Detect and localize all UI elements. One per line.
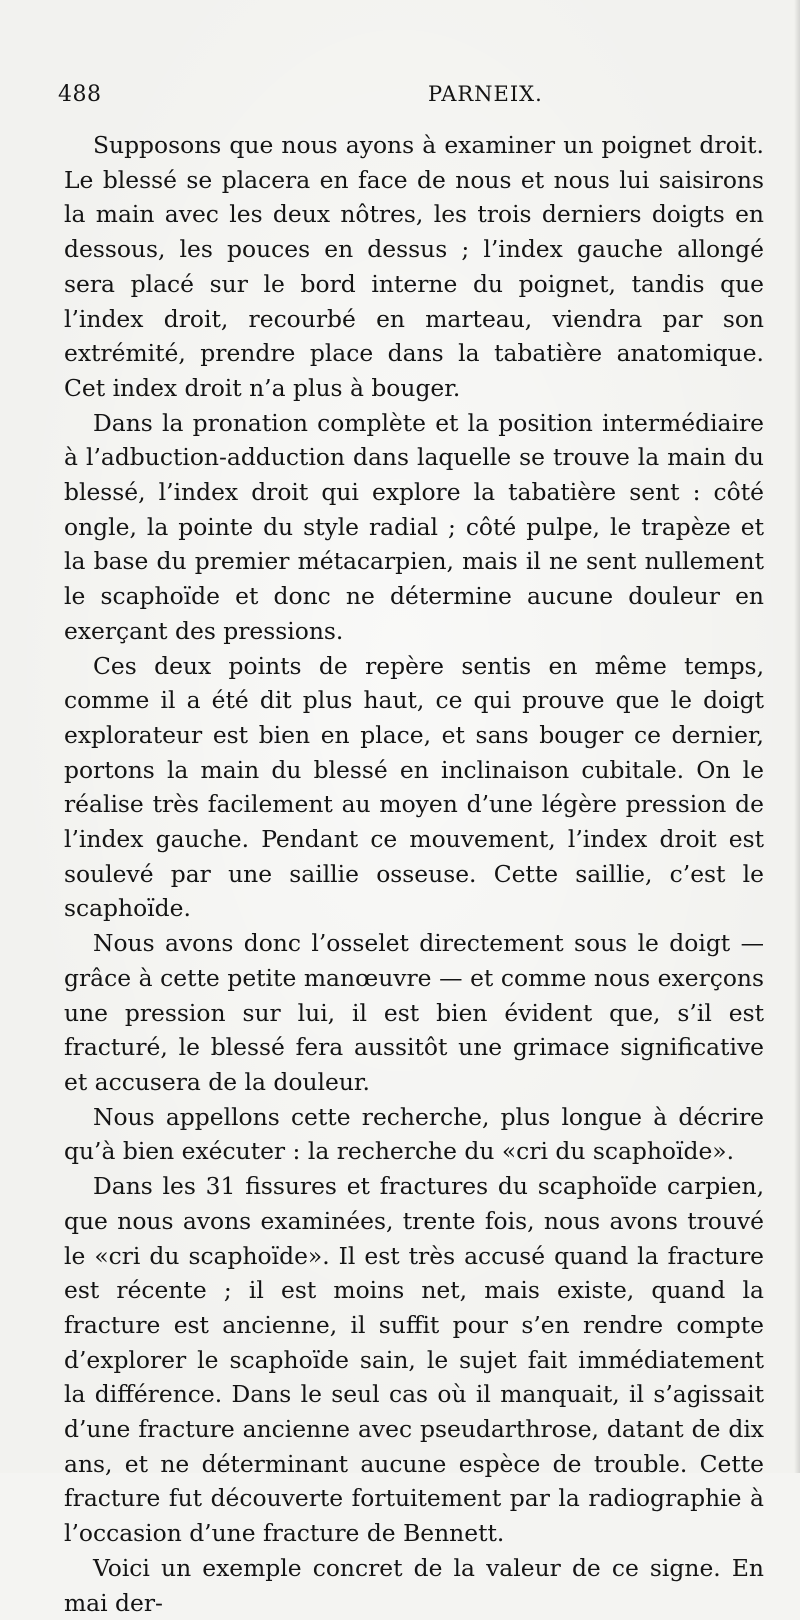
- paragraph-7: Voici un exemple concret de la valeur de ce signe. En mai der-: [64, 1553, 764, 1617]
- paragraph-3: Ces deux points de repère sentis en même temps, comme il a été dit plus haut, ce qui prouve que le doigt explorateur est bien en place, et sans bouger ce dernier, portons la main du blessé en inclinaison cubitale. On le réalise très facilement au moyen d’une légère pression de l’index gauche. Pendant ce mouvement, l’index droit est soulevé par une saillie osseuse. Cette saillie, c’est le scaphoïde.: [64, 651, 764, 923]
- paragraph-5: Nous appellons cette recherche, plus longue à décrire qu’à bien exécuter : la recherche du «cri du scaphoïde».: [64, 1102, 764, 1166]
- body-text: [64, 128, 764, 1620]
- page-edge-shadow: [794, 0, 800, 1473]
- paragraph-1: Supposons que nous ayons à examiner un poignet droit. Le blessé se placera en face de nous et nous lui saisirons la main avec les deux nôtres, les trois derniers doigts en dessous, les pouces en dessus ; l’index gauche allongé sera placé sur le bord interne du poignet, tandis que l’index droit, recourbé en marteau, viendra par son extrémité, prendre place dans la tabatière anatomique. Cet index droit n’a plus à bouger.: [64, 131, 764, 402]
- running-head: PARNEIX.: [428, 82, 543, 106]
- paragraph-4: Nous avons donc l’osselet directement sous le doigt — grâce à cette petite manœuvre — et comme nous exerçons une pression sur lui, il est bien évident que, s’il est fracturé, le blessé fera aussitôt une grimace significative et accusera de la douleur.: [64, 929, 764, 1096]
- page-header: [58, 82, 748, 112]
- page-number: 488: [58, 82, 102, 107]
- paragraph-2: Dans la pronation complète et la position intermédiaire à l’adbuction-adduction dans laquelle se trouve la main du blessé, l’index droit qui explore la tabatière sent : côté ongle, la pointe du style radial ; côté pulpe, le trapèze et la base du premier métacarpien, mais il ne sent nullement le scaphoïde et donc ne détermine aucune douleur en exerçant des pressions.: [64, 408, 764, 645]
- paragraph-6: Dans les 31 fissures et fractures du scaphoïde carpien, que nous avons examinées, trente fois, nous avons trouvé le «cri du scaphoïde». Il est très accusé quand la fracture est récente ; il est moins net, mais existe, quand la fracture est ancienne, il suffit pour s’en rendre compte d’explorer le scaphoïde sain, le sujet fait immédiatement la différence. Dans le seul cas où il manquait, il s’agissait d’une fracture ancienne avec pseudarthrose, datant de dix ans, et ne déterminant aucune espèce de trouble. Cette fracture fut découverte fortuitement par la radiographie à l’occasion d’une fracture de Bennett.: [64, 1172, 764, 1548]
